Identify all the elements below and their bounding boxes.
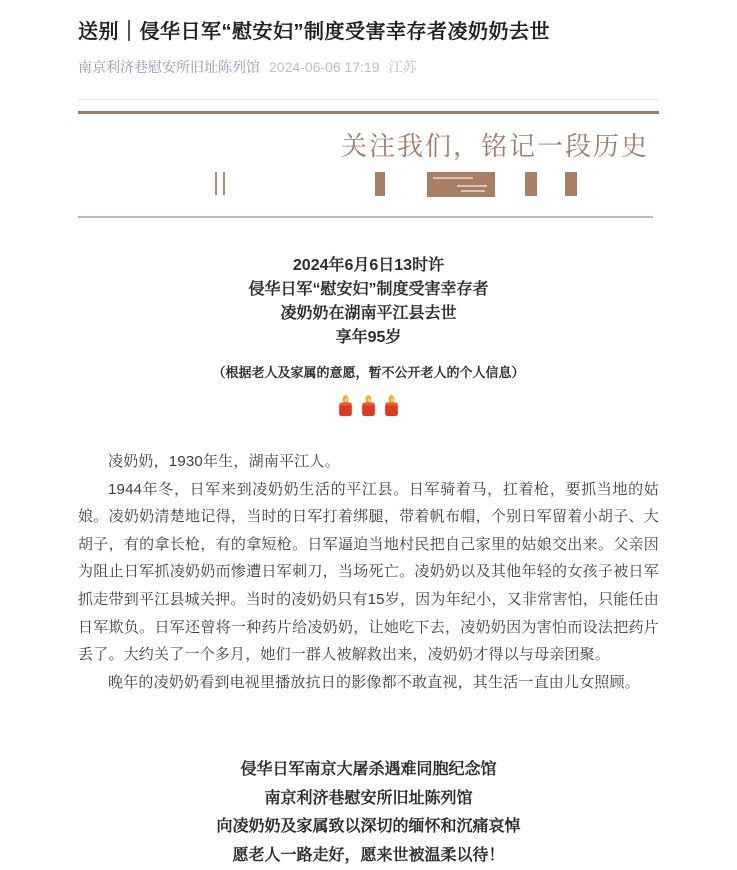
footer-line: 愿老人一路走好，愿来世被温柔以待！ bbox=[232, 846, 505, 864]
article-meta bbox=[78, 57, 659, 77]
article-body bbox=[78, 448, 659, 696]
stamp-texture bbox=[461, 190, 485, 192]
stamp-texture bbox=[457, 185, 487, 187]
stamp-texture bbox=[433, 177, 473, 179]
paragraph: 1944年冬，日军来到凌奶奶生活的平江县。日军骑着马，扛着枪，要抓当地的姑娘。凌奶奶清楚地记得，当时的日军打着绑腿，带着帆布帽，个别日军留着小胡子、大胡子，有的拿长枪，有的拿短枪。日军逼迫当地村民把自己家里的姑娘交出来。父亲因为阻止日军抓凌奶奶而惨遭日军刺刀，当场死亡。凌奶奶以及其他年轻的女孩子被日军抓走带到平江县城关押。当时的凌奶奶只有15岁，因为年纪小，又非常害怕，只能任由日军欺负。日军还曾将一种药片给凌奶奶，让她吃下去，凌奶奶因为害怕而设法把药片丢了。大约关了一个多月，她们一群人被解救出来，凌奶奶才得以与母亲团聚。 bbox=[78, 480, 659, 664]
publish-location: 江苏 bbox=[388, 59, 417, 75]
notice-line: 凌奶奶在湖南平江县去世 bbox=[280, 305, 457, 322]
page-title: 送别｜侵华日军“慰安妇”制度受害幸存者凌奶奶去世 bbox=[78, 21, 550, 43]
banner-top-hairline bbox=[78, 99, 659, 100]
banner-image[interactable] bbox=[78, 99, 659, 221]
banner-slogan-text: 关注我们，铭记一段历史 bbox=[340, 132, 649, 161]
banner-block-1 bbox=[375, 172, 385, 196]
footer-line: 南京利济巷慰安所旧址陈列馆 bbox=[264, 789, 473, 807]
banner-decoration-bars bbox=[78, 171, 659, 197]
notice-line: 2024年6月6日13时许 bbox=[292, 257, 445, 274]
candle-icon bbox=[337, 395, 354, 417]
banner-stamp-block bbox=[427, 172, 495, 197]
banner-block-3 bbox=[565, 172, 577, 196]
banner-accent-line bbox=[78, 111, 659, 114]
obituary-notice bbox=[78, 254, 659, 417]
notice-line: 侵华日军“慰安妇”制度受害幸存者 bbox=[248, 281, 489, 298]
candle-emoji-row bbox=[78, 395, 659, 417]
banner-bottom-line bbox=[78, 216, 653, 218]
publish-timestamp: 2024-06-06 17:19 bbox=[269, 59, 380, 75]
privacy-note: （根据老人及家属的意愿，暂不公开老人的个人信息） bbox=[212, 365, 525, 380]
memorial-footer bbox=[78, 756, 659, 870]
notice-line: 享年95岁 bbox=[335, 329, 402, 346]
banner-thin-line-2 bbox=[223, 172, 225, 195]
candle-icon bbox=[360, 395, 377, 417]
banner-thin-line-1 bbox=[215, 172, 217, 195]
paragraph: 晚年的凌奶奶看到电视里播放抗日的影像都不敢直视，其生活一直由儿女照顾。 bbox=[108, 673, 641, 691]
footer-line: 向凌奶奶及家属致以深切的缅怀和沉痛哀悼 bbox=[216, 818, 521, 836]
paragraph: 凌奶奶，1930年生，湖南平江人。 bbox=[108, 453, 340, 470]
account-name-link[interactable]: 南京利济巷慰安所旧址陈列馆 bbox=[78, 59, 260, 75]
banner-block-2 bbox=[525, 172, 537, 196]
footer-line: 侵华日军南京大屠杀遇难同胞纪念馆 bbox=[240, 761, 497, 779]
candle-icon bbox=[383, 395, 400, 417]
